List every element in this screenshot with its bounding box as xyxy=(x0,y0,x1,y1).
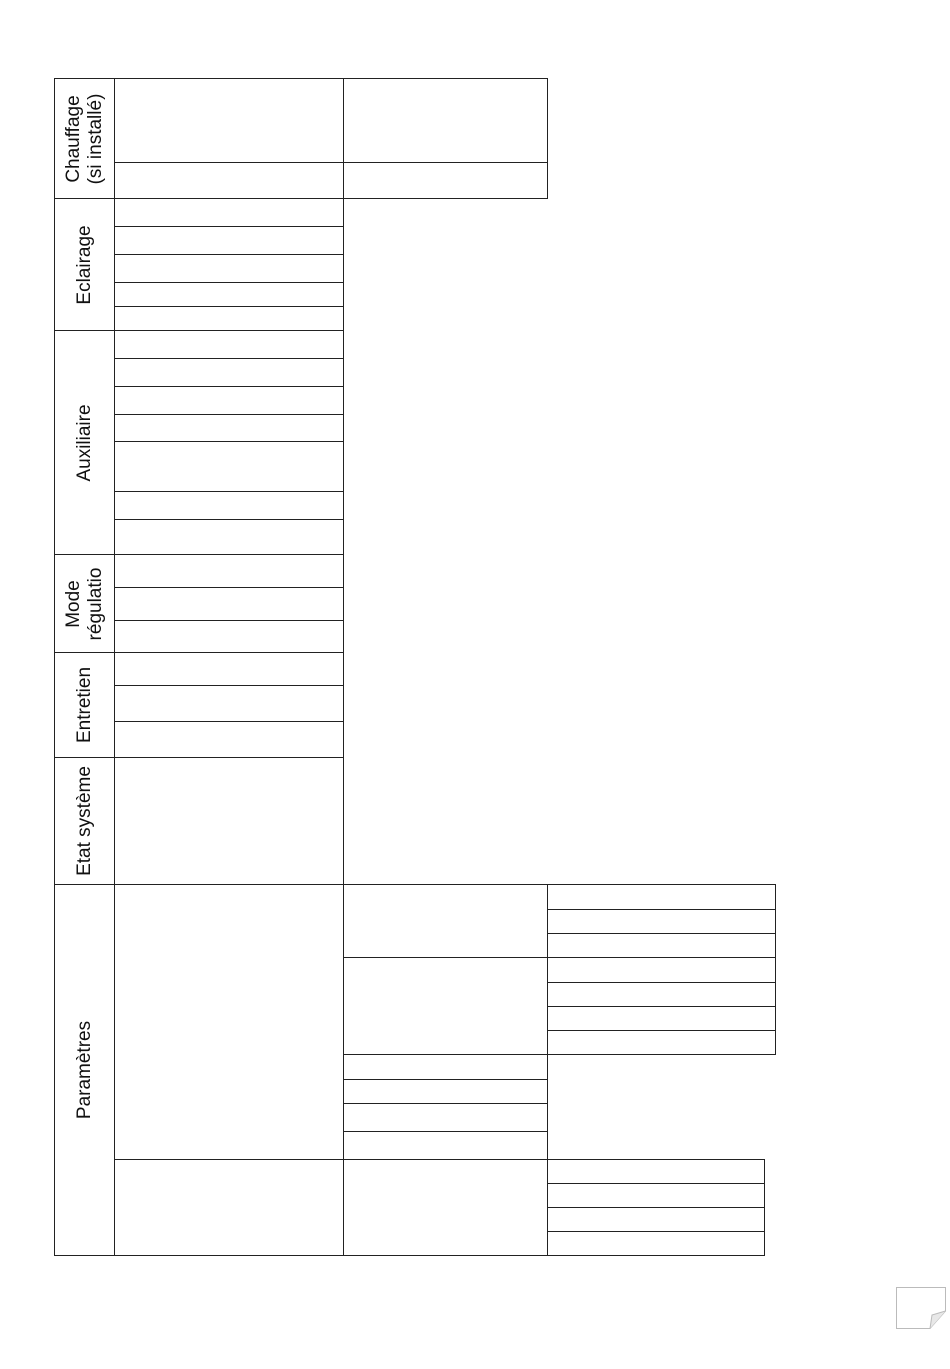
auxiliaire-cell xyxy=(114,414,344,442)
parametres-cell xyxy=(547,933,776,958)
parametres-cell xyxy=(547,884,776,910)
section-header-mode-regulation xyxy=(54,554,115,653)
parametres-cell xyxy=(547,1207,765,1232)
section-header-chauffage xyxy=(54,78,115,199)
section-label-mode-regulation-line2: régulatio xyxy=(84,567,106,640)
parametres-cell xyxy=(547,1231,765,1256)
parametres-cell xyxy=(343,884,548,958)
entretien-cell xyxy=(114,652,344,686)
parametres-cell xyxy=(547,1183,765,1208)
mode-regulation-cell xyxy=(114,587,344,621)
section-label-chauffage xyxy=(63,93,107,184)
auxiliaire-cell xyxy=(114,441,344,492)
mode-regulation-cell xyxy=(114,554,344,588)
parametres-cell xyxy=(343,957,548,1055)
section-label-parametres: Paramètres xyxy=(73,1020,95,1120)
section-header-auxiliaire xyxy=(54,330,115,555)
parametres-cell xyxy=(547,1159,765,1184)
auxiliaire-cell xyxy=(114,519,344,555)
parametres-cell xyxy=(547,957,776,983)
parametres-cell xyxy=(547,909,776,934)
parametres-cell xyxy=(343,1159,548,1256)
eclairage-cell xyxy=(114,254,344,283)
chauffage-cell xyxy=(343,78,548,163)
eclairage-cell xyxy=(114,198,344,227)
eclairage-cell xyxy=(114,282,344,307)
mode-regulation-cell xyxy=(114,620,344,653)
etat-systeme-cell xyxy=(114,757,344,885)
auxiliaire-cell xyxy=(114,358,344,387)
entretien-cell xyxy=(114,721,344,758)
section-label-etat-systeme: Etat système xyxy=(73,766,95,876)
parametres-cell xyxy=(114,884,344,1160)
entretien-cell xyxy=(114,685,344,722)
parametres-cell xyxy=(547,1006,776,1031)
section-label-mode-regulation xyxy=(63,567,107,640)
chauffage-cell xyxy=(114,78,344,163)
parametres-cell xyxy=(343,1103,548,1132)
eclairage-cell xyxy=(114,306,344,331)
section-header-parametres xyxy=(54,884,115,1256)
chauffage-cell xyxy=(114,162,344,199)
section-header-etat-systeme xyxy=(54,757,115,885)
section-label-mode-regulation-line1: Mode xyxy=(62,579,84,628)
section-header-entretien xyxy=(54,652,115,758)
section-label-entretien: Entretien xyxy=(73,666,95,744)
folded-page-corner-icon xyxy=(896,1287,946,1329)
section-label-chauffage-line1: Chauffage xyxy=(62,94,84,183)
auxiliaire-cell xyxy=(114,491,344,520)
parametres-cell xyxy=(343,1054,548,1080)
auxiliaire-cell xyxy=(114,386,344,415)
chauffage-cell xyxy=(343,162,548,199)
section-header-eclairage xyxy=(54,198,115,331)
parametres-cell xyxy=(343,1079,548,1104)
parametres-cell xyxy=(114,1159,344,1256)
eclairage-cell xyxy=(114,226,344,255)
auxiliaire-cell xyxy=(114,330,344,359)
parametres-cell xyxy=(547,982,776,1007)
section-label-eclairage: Eclairage xyxy=(73,224,95,305)
parametres-cell xyxy=(343,1131,548,1160)
section-label-chauffage-line2: (si installé) xyxy=(84,93,106,184)
parametres-cell xyxy=(547,1030,776,1055)
section-label-auxiliaire: Auxiliaire xyxy=(73,403,95,482)
